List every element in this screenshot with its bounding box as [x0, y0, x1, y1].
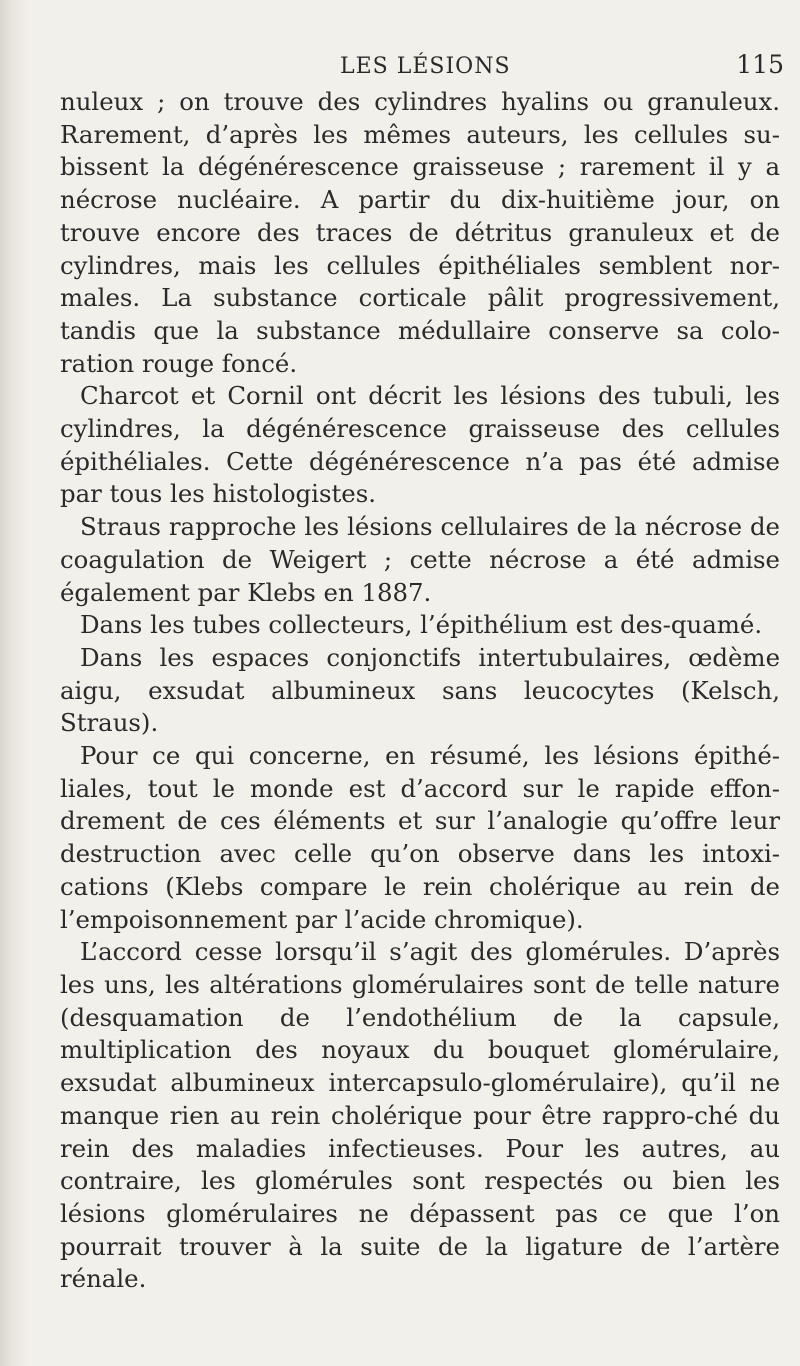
paragraph-resume: Pour ce qui concerne, en résumé, les lésions épithé-liales, tout le monde est d’accord sur le rapide effon-drement de ces éléments et sur l’analogie qu’offre leur destruction avec celle qu’on observe dans les intoxi-cations (Klebs compare le rein cholérique au rein de l’empoisonnement par l’acide chromique).: [60, 741, 780, 934]
book-page: [60, 50, 784, 1296]
page-number: 115: [736, 50, 784, 79]
paragraph-espaces-conjonctifs: Dans les espaces conjonctifs intertubulaires, œdème aigu, exsudat albumineux sans leucocytes (Kelsch, Straus).: [60, 642, 780, 738]
body-text: [60, 86, 780, 1296]
running-head: [60, 50, 784, 86]
running-title: LES LÉSIONS: [340, 54, 511, 79]
paragraph-charcot-cornil: Charcot et Cornil ont décrit les lésions des tubuli, les cylindres, la dégénérescence graisseuse des cellules épithéliales. Cette dégénérescence n’a pas été admise par tous les histologistes.: [60, 381, 780, 509]
paragraph-tubes-collecteurs: Dans les tubes collecteurs, l’épithélium est des-quamé.: [80, 610, 763, 640]
paragraph-glomerules: L’accord cesse lorsqu’il s’agit des glomérules. D’après les uns, les altérations glomérulaires sont de telle nature (desquamation de l’endothélium de la capsule, multiplication des noyaux du bouquet glomérulaire, exsudat albumineux intercapsulo-glomérulaire), qu’il ne manque rien au rein cholérique pour être rappro-ché du rein des maladies infectieuses. Pour les autres, au contraire, les glomérules sont respectés ou bien les lésions glomérulaires ne dépassent pas ce que l’on pourrait trouver à la suite de la ligature de l’artère rénale.: [60, 937, 780, 1294]
page-gutter-shadow: [0, 0, 30, 1366]
paragraph-continuation: nuleux ; on trouve des cylindres hyalins ou granuleux. Rarement, d’après les mêmes auteurs, les cellules su-bissent la dégénérescence graisseuse ; rarement il y a nécrose nucléaire. A partir du dix-huitième jour, on trouve encore des traces de détritus granuleux et de cylindres, mais les cellules épithéliales semblent nor-males. La substance corticale pâlit progressivement, tandis que la substance médullaire conserve sa colo-ration rouge foncé.: [60, 87, 780, 378]
paragraph-straus: Straus rapproche les lésions cellulaires de la nécrose de coagulation de Weigert ; cette nécrose a été admise également par Klebs en 1887.: [60, 512, 780, 607]
